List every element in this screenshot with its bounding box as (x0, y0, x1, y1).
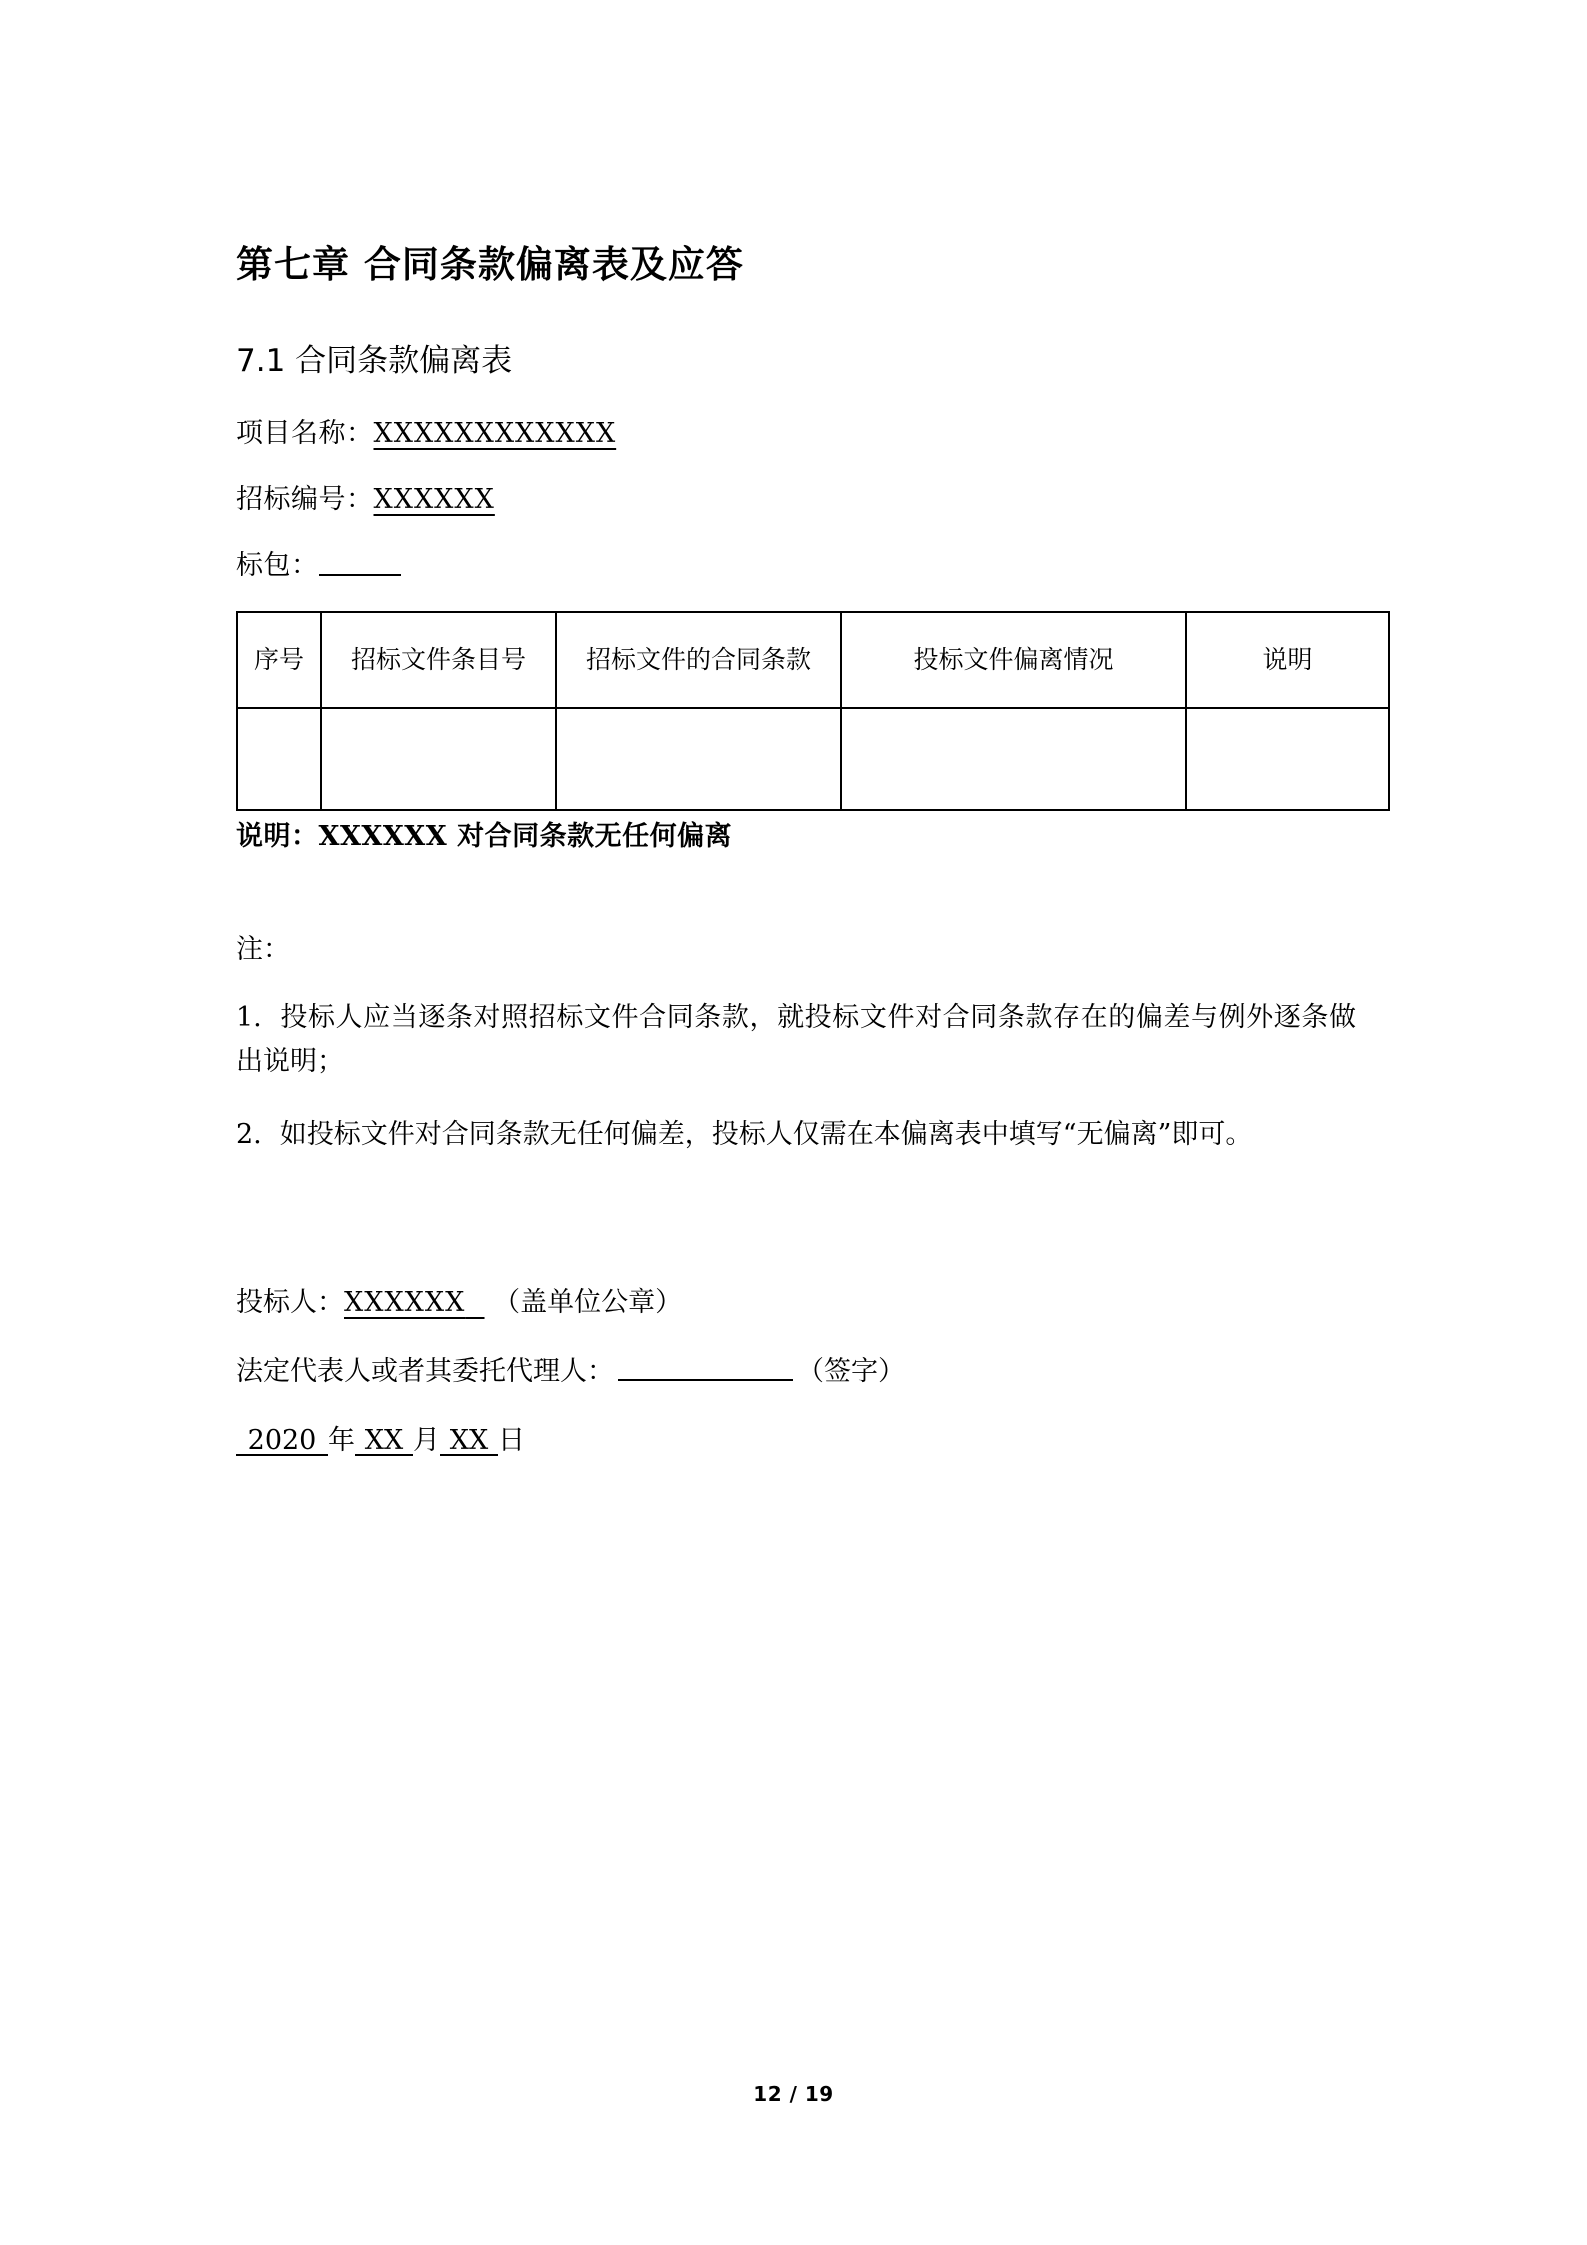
bidder-label: 投标人： (236, 1287, 344, 1319)
note-text: 如投标文件对合同条款无任何偏差，投标人仅需在本偏离表中填写“无偏离”即可。 (279, 1119, 1253, 1151)
column-header-remark: 说明 (1186, 612, 1389, 708)
contract-deviation-table (236, 611, 1390, 811)
page-content (236, 0, 1356, 1456)
column-header-clause-no: 招标文件条目号 (321, 612, 556, 708)
column-header-deviation: 投标文件偏离情况 (841, 612, 1186, 708)
project-name-label: 项目名称： (236, 418, 374, 450)
date-line (236, 1385, 1356, 1456)
page-footer (0, 2082, 1587, 2106)
lot-blank-field[interactable] (319, 554, 401, 576)
date-day-field[interactable]: XX (440, 1427, 498, 1456)
table-body (237, 708, 1389, 810)
bidder-line (236, 1157, 1356, 1319)
notes-label: 注： (236, 933, 290, 965)
cell-deviation[interactable] (841, 708, 1186, 810)
tender-number-label: 招标编号： (236, 484, 374, 516)
tender-number-line (236, 447, 1356, 516)
page-title: 第七章 合同条款偏离表及应答 (236, 243, 744, 286)
representative-label: 法定代表人或者其委托代理人： (236, 1356, 614, 1388)
project-name-line (236, 381, 1356, 450)
table-row (237, 708, 1389, 810)
cell-contract-clause[interactable] (556, 708, 841, 810)
date-year-field[interactable]: 2020 (236, 1427, 328, 1456)
note-item (236, 1083, 1356, 1157)
table-header-row (237, 612, 1389, 708)
note-number: 1. (236, 1001, 262, 1033)
table-header (237, 612, 1389, 708)
bidder-seal-note: （盖单位公章） (493, 1287, 683, 1319)
representative-signature-field[interactable] (618, 1360, 793, 1381)
section-heading: 7.1 合同条款偏离表 (236, 343, 513, 380)
lot-label: 标包： (236, 550, 319, 582)
cell-clause-no[interactable] (321, 708, 556, 810)
cell-remark[interactable] (1186, 708, 1389, 810)
lot-line (236, 513, 1356, 582)
date-day-unit: 日 (498, 1425, 525, 1457)
representative-line (236, 1316, 1356, 1388)
date-month-unit: 月 (413, 1425, 440, 1457)
cell-index[interactable] (237, 708, 321, 810)
note-text: 投标人应当逐条对照招标文件合同条款，就投标文件对合同条款存在的偏差与例外逐条做出说明； (236, 1001, 1356, 1077)
page-number: 12 / 19 (753, 2082, 834, 2106)
date-month-field[interactable]: XX (355, 1427, 413, 1456)
column-header-contract-clause: 招标文件的合同条款 (556, 612, 841, 708)
column-header-index: 序号 (237, 612, 321, 708)
bidder-value: XXXXXX (344, 1287, 466, 1319)
tender-number-value: XXXXXX (373, 484, 495, 516)
project-name-value: XXXXXXXXXXXX (373, 418, 617, 450)
note-number: 2. (236, 1119, 262, 1151)
note-item (236, 966, 1356, 1083)
date-year-unit: 年 (328, 1425, 355, 1457)
representative-sign-note: （签字） (797, 1356, 905, 1388)
table-note: 说明：XXXXXX 对合同条款无任何偏离 (236, 821, 733, 853)
